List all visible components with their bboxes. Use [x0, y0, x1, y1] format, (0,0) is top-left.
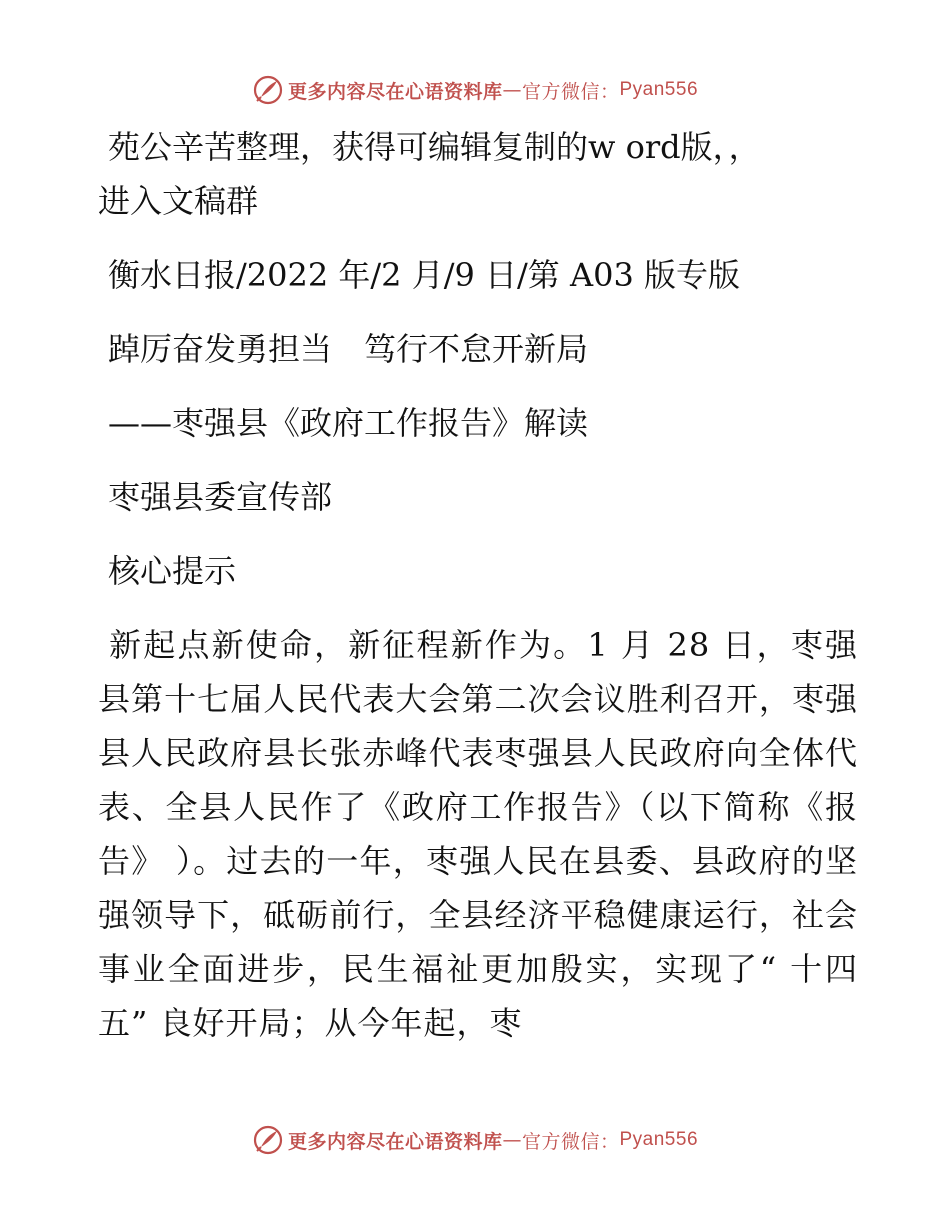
feather-pen-logo-icon: [252, 1124, 284, 1156]
watermark-banner-bottom: [0, 1120, 950, 1160]
body-paragraph: 新起点新使命，新征程新作为。1 月 28 日，枣强县第十七届人民代表大会第二次会议胜利召开，枣强县人民政府县长张赤峰代表枣强县人民政府向全体代表、全县人民作了《政府工作报告》（以下简称《报告》 ）。过去的一年，枣强人民在县委、县政府的坚强领导下，砥砺前行，全县经济平稳健康运行，社会事业全面进步，民生福祉更加殷实，实现了“ 十四五” 良好开局；从今年起，枣: [98, 626, 858, 1042]
watermark-wechat-label: 官方微信：: [521, 1130, 620, 1153]
watermark-brand-text: 更多内容尽在心语资料库: [287, 1130, 503, 1153]
watermark-handle: Pyan556: [619, 79, 699, 100]
intro-line-1: 苑公辛苦整理，获得可编辑复制的w ord版，，: [108, 128, 761, 166]
section-label: 核心提示: [108, 552, 237, 590]
subtitle: ——枣强县《政府工作报告》解读: [108, 404, 589, 442]
watermark-dash: —: [502, 1129, 522, 1151]
watermark-wechat-label: 官方微信：: [521, 80, 620, 103]
watermark-handle: Pyan556: [619, 1129, 699, 1150]
source-line: 衡水日报/2022 年/2 月/9 日/第 A03 版专版: [108, 256, 740, 294]
author-line: 枣强县委宣传部: [108, 478, 333, 516]
watermark-dash: —: [502, 79, 522, 101]
watermark-brand-text: 更多内容尽在心语资料库: [287, 80, 503, 103]
feather-pen-logo-icon: [252, 74, 284, 106]
headline: 踔厉奋发勇担当 笃行不怠开新局: [108, 330, 589, 368]
watermark-banner-top: [0, 70, 950, 110]
document-content: [98, 120, 858, 1070]
intro-line-2: 进入文稿群: [98, 182, 259, 220]
